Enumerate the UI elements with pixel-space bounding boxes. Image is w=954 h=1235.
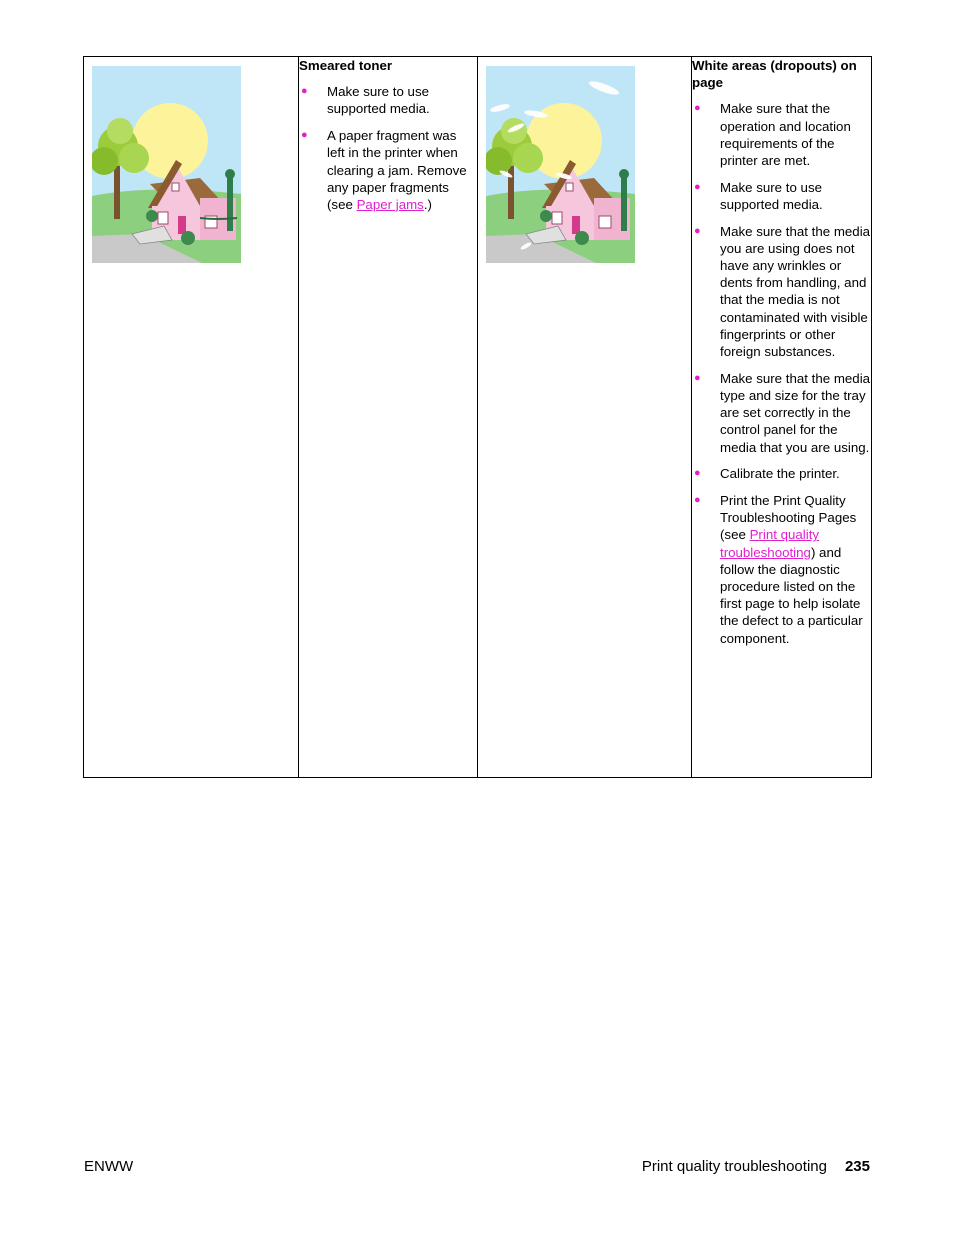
footer-section-title: Print quality troubleshooting bbox=[641, 1158, 827, 1175]
image-cell-dropouts bbox=[478, 57, 692, 778]
bullet-icon: ● bbox=[301, 85, 308, 98]
bullet-icon: ● bbox=[694, 102, 701, 115]
list-item bbox=[692, 492, 871, 647]
list-item bbox=[692, 223, 871, 361]
bullet-icon: ● bbox=[694, 467, 701, 480]
print-quality-troubleshooting-link[interactable]: Print quality troubleshooting bbox=[720, 527, 820, 560]
list-item bbox=[692, 179, 871, 213]
table-row bbox=[84, 57, 872, 778]
list-item bbox=[692, 370, 871, 456]
list-item bbox=[299, 83, 477, 117]
list-item bbox=[299, 127, 477, 213]
bullet-text: Make sure to use supported media. bbox=[327, 84, 430, 117]
page-number: 235 bbox=[844, 1158, 870, 1175]
list-item bbox=[692, 465, 871, 482]
house-illustration-smeared bbox=[92, 66, 241, 263]
footer-left-label: ENWW bbox=[84, 1158, 134, 1175]
description-cell-dropouts bbox=[692, 57, 872, 778]
footer-right bbox=[642, 1158, 870, 1175]
bullet-list bbox=[299, 83, 477, 213]
bullet-icon: ● bbox=[694, 224, 701, 237]
bullet-list bbox=[692, 100, 871, 646]
bullet-icon: ● bbox=[694, 493, 701, 506]
bullet-text: Make sure to use supported media. bbox=[720, 179, 823, 212]
troubleshooting-table bbox=[83, 56, 872, 778]
bullet-icon: ● bbox=[694, 180, 701, 193]
bullet-text: Print the Print Quality Troubleshooting Pages (see bbox=[720, 492, 857, 543]
bullet-text: A paper fragment was left in the printer when clearing a jam. Remove any paper fragments (see bbox=[327, 128, 467, 212]
description-cell-smeared bbox=[299, 57, 478, 778]
bullet-text: Make sure that the media you are using does not have any wrinkles or dents from handling, and that the media is not contaminated with visible fingerprints or other foreign substances. bbox=[720, 223, 871, 360]
defect-heading: White areas (dropouts) on page bbox=[692, 58, 857, 91]
house-illustration-dropouts bbox=[486, 66, 635, 263]
bullet-text: Make sure that the media type and size for the tray are set correctly in the control panel for the media that you are using. bbox=[720, 370, 871, 455]
bullet-icon: ● bbox=[694, 371, 701, 384]
paper-jams-link[interactable]: Paper jams bbox=[356, 196, 424, 212]
bullet-text-tail: .) bbox=[423, 196, 432, 212]
bullet-text-tail: ) and follow the diagnostic procedure listed on the first page to help isolate the defect to a particular component. bbox=[720, 544, 863, 646]
list-item bbox=[692, 100, 871, 169]
defect-heading: Smeared toner bbox=[299, 58, 393, 73]
image-cell-smeared bbox=[84, 57, 299, 778]
bullet-icon: ● bbox=[301, 129, 308, 142]
bullet-text: Calibrate the printer. bbox=[720, 466, 840, 482]
bullet-text: Make sure that the operation and location requirements of the printer are met. bbox=[720, 101, 851, 169]
